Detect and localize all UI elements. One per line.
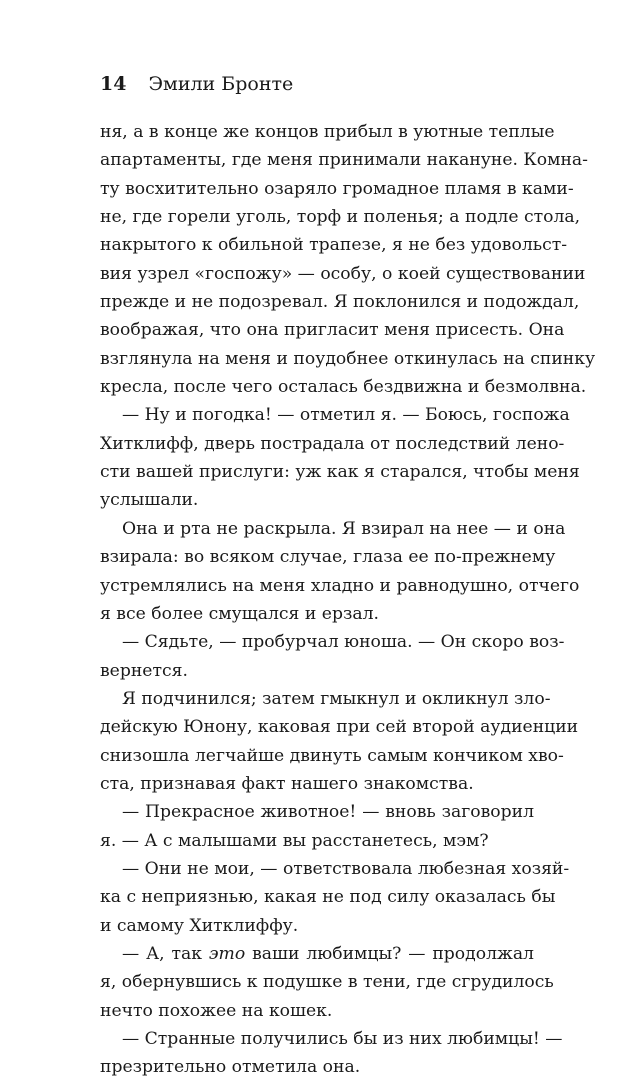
text-line: ка с неприязнью, какая не под силу оказалась бы bbox=[100, 887, 556, 908]
text-line: услышали. bbox=[100, 490, 199, 511]
text-line: апартаменты, где меня принимали накануне. Комна- bbox=[100, 150, 588, 171]
line-start: — А, так bbox=[122, 943, 209, 964]
text-line: — Странные получились бы из них любимцы! — bbox=[122, 1029, 563, 1049]
text-line: нечто похожее на кошек. bbox=[100, 1000, 333, 1021]
text-line: и самому Хитклиффу. bbox=[100, 915, 299, 936]
text-line: не, где горели уголь, торф и поленья; а подле стола, bbox=[100, 207, 581, 228]
text-line: дейскую Юнону, каковая при сей второй аудиенции bbox=[100, 717, 579, 738]
text-line: — Они не мои, — ответствовала любезная хозяй- bbox=[122, 858, 570, 879]
text-line: я все более смущался и ерзал. bbox=[100, 603, 379, 624]
text-line: Она и рта не раскрыла. Я взирал на нее — и она bbox=[122, 518, 566, 539]
text-line: — Сядьте, — пробурчал юноша. — Он скоро воз- bbox=[122, 632, 565, 653]
text-line: воображая, что она пригласит меня присесть. Она bbox=[100, 320, 565, 341]
text-line: вернется. bbox=[100, 660, 188, 681]
text-line: я. — А с малышами вы расстанетесь, мэм? bbox=[100, 830, 489, 851]
running-head-author: Эмили Бронте bbox=[148, 73, 294, 95]
page-number: 14 bbox=[100, 73, 127, 95]
text-line: Хитклифф, дверь пострадала от последствий лено- bbox=[100, 433, 565, 454]
text-line: сти вашей прислуги: уж как я старался, чтобы меня bbox=[100, 462, 580, 483]
text-line: вия узрел «госпожу» — особу, о коей существовании bbox=[100, 263, 586, 284]
text-line: презрительно отметила она. bbox=[100, 1057, 361, 1078]
text-line: устремлялись на меня хладно и равнодушно, отчего bbox=[100, 575, 580, 596]
text-line-with-emphasis bbox=[100, 940, 534, 968]
body-text bbox=[100, 118, 596, 1082]
text-line: взглянула на меня и поудобнее откинулась на спинку bbox=[100, 348, 596, 369]
text-line: ту восхитительно озаряло громадное пламя в ками- bbox=[100, 178, 574, 199]
text-line: снизошла легчайше двинуть самым кончиком хво- bbox=[100, 745, 564, 766]
running-head bbox=[100, 72, 293, 96]
text-line: — Прекрасное животное! — вновь заговорил bbox=[122, 802, 534, 823]
emphasized-word: это bbox=[208, 943, 246, 964]
text-line: кресла, после чего осталась бездвижна и безмолвна. bbox=[100, 377, 587, 398]
text-line: Я подчинился; затем гмыкнул и окликнул зло- bbox=[122, 688, 551, 709]
text-line: — Ну и погодка! — отметил я. — Боюсь, госпожа bbox=[122, 405, 570, 426]
text-line: я, обернувшись к подушке в тени, где сгрудилось bbox=[100, 972, 554, 993]
text-line: ста, признавая факт нашего знакомства. bbox=[100, 773, 474, 794]
text-line: накрытого к обильной трапезе, я не без удовольст- bbox=[100, 235, 568, 256]
text-line: ня, а в конце же концов прибыл в уютные теплые bbox=[100, 122, 555, 142]
text-line: взирала: во всяком случае, глаза ее по-прежнему bbox=[100, 547, 556, 568]
text-line: прежде и не подозревал. Я поклонился и подождал, bbox=[100, 292, 580, 313]
line-end: ваши любимцы? — продолжал bbox=[245, 943, 534, 964]
